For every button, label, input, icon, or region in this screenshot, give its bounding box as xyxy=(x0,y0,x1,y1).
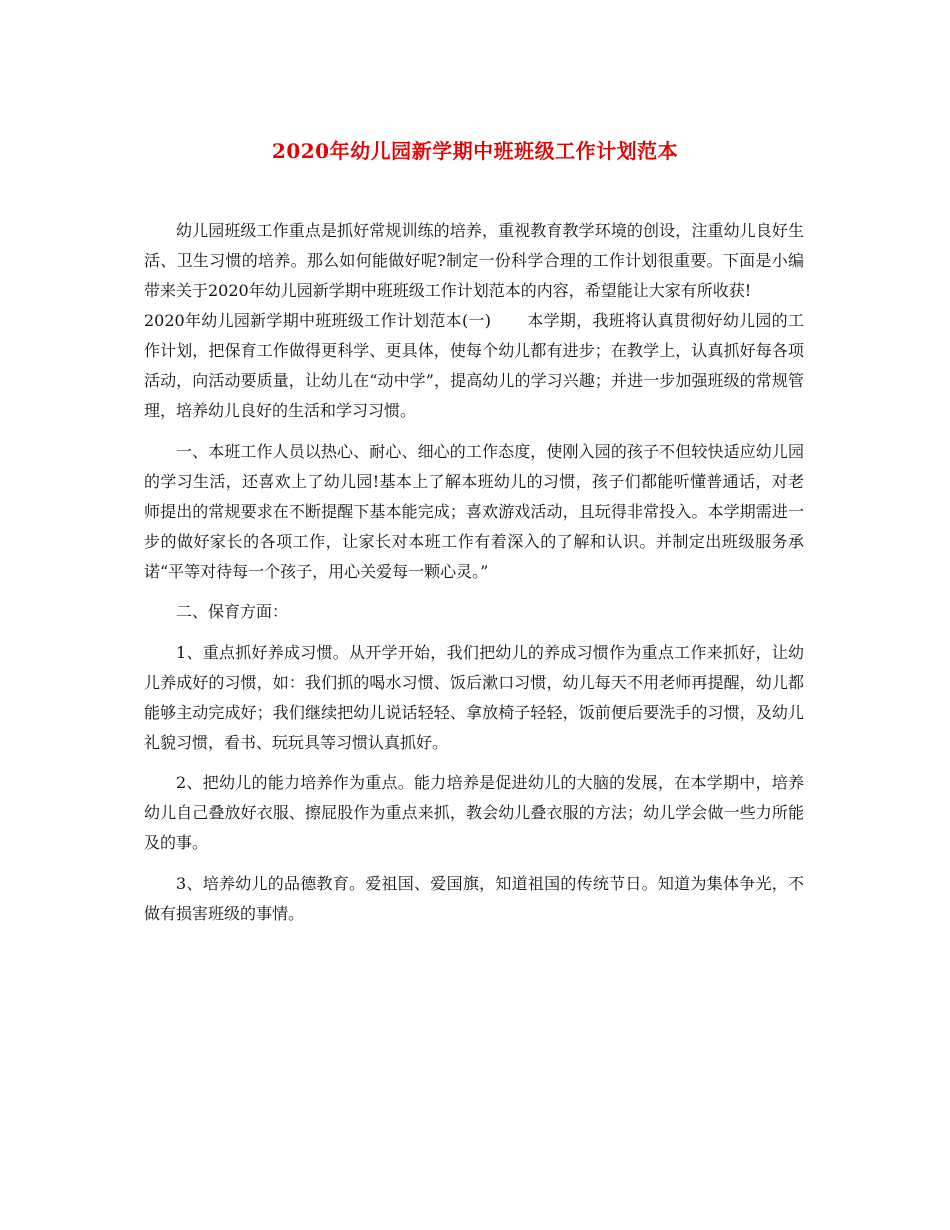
intro-paragraph: 幼儿园班级工作重点是抓好常规训练的培养，重视教育教学环境的创设，注重幼儿良好生活、卫生习惯的培养。那么如何能做好呢?制定一份科学合理的工作计划很重要。下面是小编带来关于2020年幼儿园新学期中班班级工作计划范本的内容，希望能让大家有所收获! xyxy=(144,221,804,300)
paragraph-abilities: 2、把幼儿的能力培养作为重点。能力培养是促进幼儿的大脑的发展，在本学期中，培养幼儿自己叠放好衣服、擦屁股作为重点来抓，教会幼儿叠衣服的方法；幼儿学会做一些力所能及的事。 xyxy=(144,773,804,852)
paragraph-habits: 1、重点抓好养成习惯。从开学开始，我们把幼儿的养成习惯作为重点工作来抓好，让幼儿养成好的习惯，如：我们抓的喝水习惯、饭后漱口习惯，幼儿每天不用老师再提醒，幼儿都能够主动完成好；我们继续把幼儿说话轻轻、拿放椅子轻轻，饭前便后要洗手的习惯，及幼儿礼貌习惯，看书、玩玩具等习惯认真抓好。 xyxy=(144,642,804,752)
section-one-paragraph xyxy=(144,306,804,426)
paragraph-staff: 一、本班工作人员以热心、耐心、细心的工作态度，使刚入园的孩子不但较快适应幼儿园的学习生活，还喜欢上了幼儿园!基本上了解本班幼儿的习惯，孩子们都能听懂普通话，对老师提出的常规要求在不断提醒下基本能完成；喜欢游戏活动，且玩得非常投入。本学期需进一步的做好家长的各项工作，让家长对本班工作有着深入的了解和认识。并制定出班级服务承诺“平等对待每一个孩子，用心关爱每一颗心灵。” xyxy=(144,441,804,581)
document-title: 2020年幼儿园新学期中班班级工作计划范本 xyxy=(271,139,679,163)
paragraph-care-heading: 二、保育方面： xyxy=(176,602,289,621)
section-heading: 2020年幼儿园新学期中班班级工作计划范本(一) xyxy=(144,311,492,330)
paragraph-moral-education: 3、培养幼儿的品德教育。爱祖国、爱国旗，知道祖国的传统节日。知道为集体争光，不做有损害班级的事情。 xyxy=(144,873,804,923)
document-body xyxy=(144,216,804,939)
section-lead: 本学期，我班将认真贯彻好幼儿园的工作计划，把保育工作做得更科学、更具体，使每个幼儿都有进步；在教学上，认真抓好每各项活动，向活动要质量，让幼儿在“动中学”，提高幼儿的学习兴趣；并进一步加强班级的常规管理，培养幼儿良好的生活和学习习惯。 xyxy=(144,311,804,420)
